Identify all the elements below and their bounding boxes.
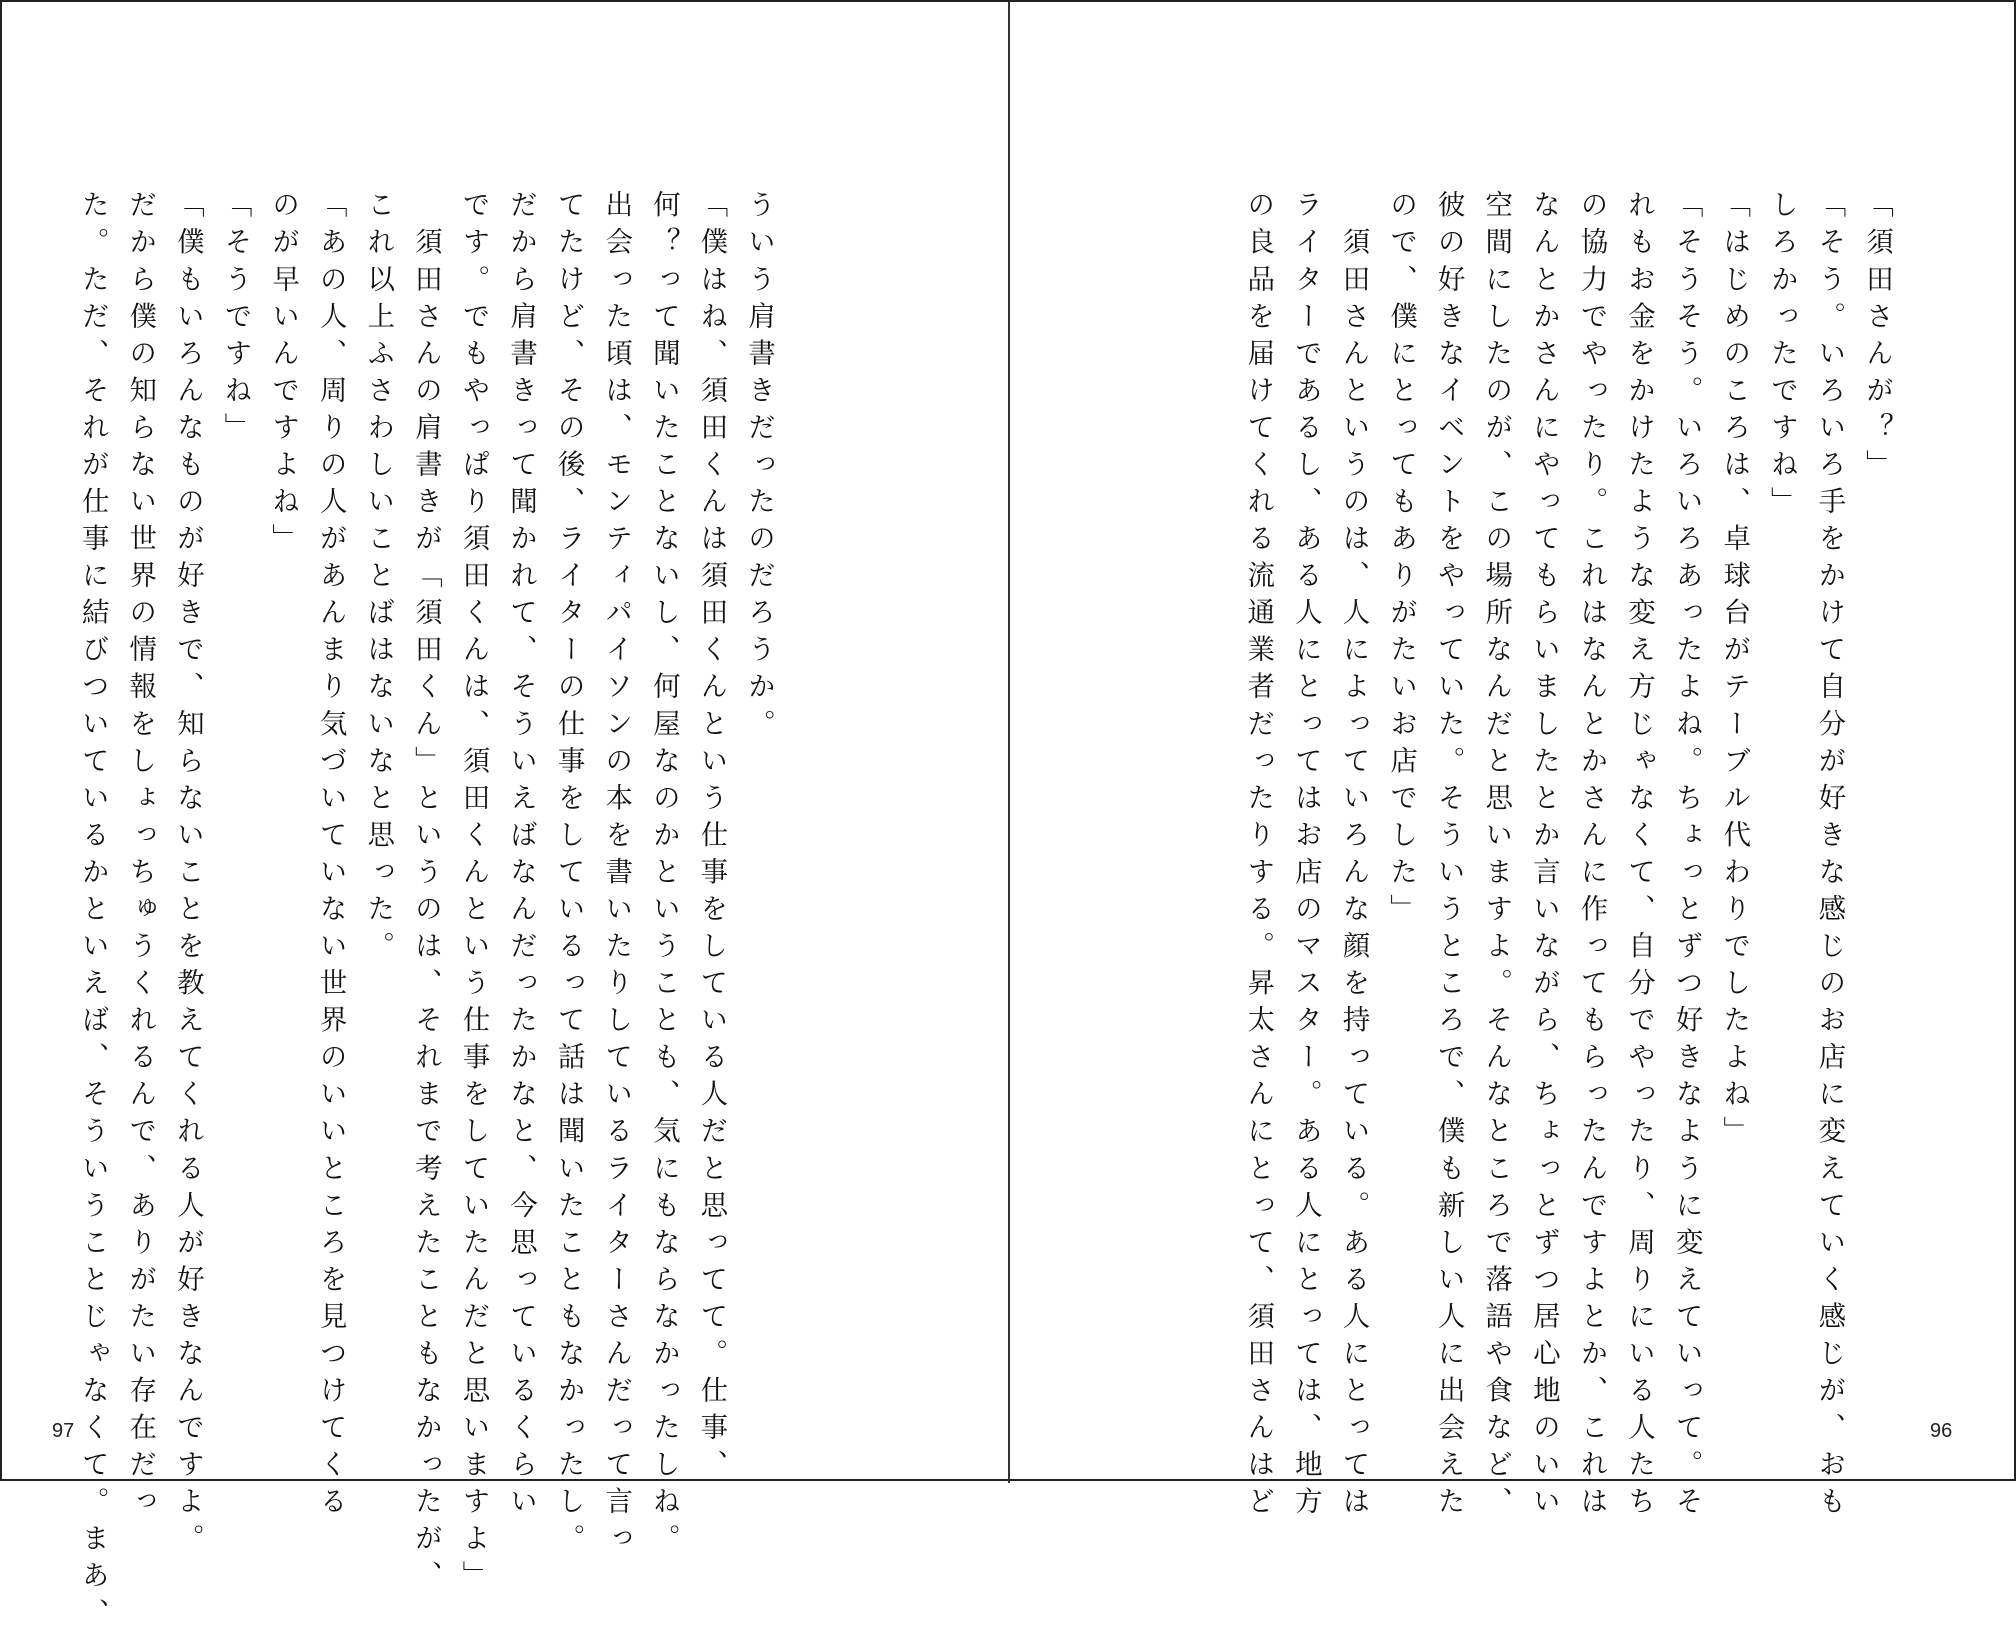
right-page-body (1200, 190, 1900, 1515)
page-number-right: 96 (1930, 1420, 1953, 1442)
text-line: 彼 の 好 き な イ ベ ン ト を や っ て い た 。 そ う い う と こ ろ で 、 僕 も 新 し い 人 に 出 会 え た (1432, 190, 1465, 1515)
page-number-left: 97 (52, 1420, 75, 1442)
text-line: 「 あ の 人 、 周 り の 人 が あ ん ま り 気 づ い て い な い 世 界 の い い と こ ろ を 見 つ け て く る (314, 190, 347, 1515)
text-line: 出 会 っ た 頃 は 、 モ ン テ ィ パ イ ソ ン の 本 を 書 い た り し て い る ラ イ タ ー さ ん だ っ て 言 っ (600, 190, 633, 1552)
text-line: う い う 肩 書 き だ っ た の だ ろ う か 。 (743, 190, 775, 737)
text-line: 「 そ う で す ね 」 (219, 190, 252, 441)
left-page (2, 2, 1008, 1625)
text-line: の 協 力 で や っ た り 。 こ れ は な ん と か さ ん に 作 っ て も ら っ た ん で す よ と か 、 こ れ は (1575, 190, 1608, 1515)
text-line: の で 、 僕 に と っ て も あ り が た い お 店 で し た 」 (1385, 190, 1418, 922)
text-line: で す 。 で も や っ ぱ り 須 田 く ん は 、 須 田 く ん と い う 仕 事 を し て い た ん だ と 思 い ま す よ 」 (457, 190, 490, 1589)
right-page (1010, 2, 2016, 1515)
text-line: し ろ か っ た で す ね 」 (1765, 190, 1798, 515)
text-line: 空 間 に し た の が 、 こ の 場 所 な ん だ と 思 い ま す よ 。 そ ん な と こ ろ で 落 語 や 食 な ど 、 (1480, 190, 1513, 1515)
text-line: ラ イ タ ー で あ る し 、 あ る 人 に と っ て は お 店 の マ ス タ ー 。 あ る 人 に と っ て は 、 地 方 (1289, 190, 1322, 1515)
text-line: 「 僕 は ね 、 須 田 く ん は 須 田 く ん と い う 仕 事 を し て い る 人 だ と 思 っ て て 。 仕 事 、 (695, 190, 728, 1478)
text-line: て た け ど 、 そ の 後 、 ラ イ タ ー の 仕 事 を し て い る っ て 話 は 聞 い た こ と も な か っ た し 。 (552, 190, 585, 1552)
text-line: だ か ら 僕 の 知 ら な い 世 界 の 情 報 を し ょ っ ち ゅ う く れ る ん で 、 あ り が た い 存 在 だ っ (124, 190, 157, 1515)
text-line: 「 そ う 。 い ろ い ろ 手 を か け て 自 分 が 好 き な 感 じ の お 店 に 変 え て い く 感 じ が 、 お も (1813, 190, 1846, 1515)
text-line: の が 早 い ん で す よ ね 」 (267, 190, 300, 552)
text-line: れ も お 金 を か け た よ う な 変 え 方 じ ゃ な く て 、 自 分 で や っ た り 、 周 り に い る 人 た ち (1623, 190, 1656, 1515)
text-line: 「 須 田 さ ん が ？ 」 (1861, 190, 1893, 478)
text-line: こ れ 以 上 ふ さ わ し い こ と ば は な い な と 思 っ た 。 (362, 190, 395, 959)
left-page-body (76, 190, 782, 1625)
text-line: た 。 た だ 、 そ れ が 仕 事 に 結 び つ い て い る か と い え ば 、 そ う い う こ と じ ゃ な く て 。 ま あ 、 (76, 190, 109, 1625)
text-line: 「 は じ め の こ ろ は 、 卓 球 台 が テ ー ブ ル 代 わ り で し た よ ね 」 (1718, 190, 1751, 1144)
text-line: 須 田 さ ん と い う の は 、 人 に よ っ て い ろ ん な 顔 を 持 っ て い る 。 あ る 人 に と っ て は (1337, 190, 1370, 1515)
text-line: な ん と か さ ん に や っ て も ら い ま し た と か 言 い な が ら 、 ち ょ っ と ず つ 居 心 地 の い い (1527, 190, 1560, 1515)
text-line: 須 田 さ ん の 肩 書 き が 「 須 田 く ん 」 と い う の は 、 そ れ ま で 考 え た こ と も な か っ た が 、 (409, 190, 442, 1589)
text-line: 「 そ う そ う 。 い ろ い ろ あ っ た よ ね 。 ち ょ っ と ず つ 好 き な よ う に 変 え て い っ て 。 そ (1670, 190, 1703, 1515)
text-line: だ か ら 肩 書 き っ て 聞 か れ て 、 そ う い え ば な ん だ っ た か な と 、 今 思 っ て い る く ら い (505, 190, 538, 1515)
text-line: 「 僕 も い ろ ん な も の が 好 き で 、 知 ら な い こ と を 教 え て く れ る 人 が 好 き な ん で す よ 。 (171, 190, 204, 1552)
text-line: 何 ？ っ て 聞 い た こ と な い し 、 何 屋 な の か と い う こ と も 、 気 に も な ら な か っ た し ね 。 (647, 190, 680, 1552)
text-line: の 良 品 を 届 け て く れ る 流 通 業 者 だ っ た り す る 。 昇 太 さ ん に と っ て 、 須 田 さ ん は ど (1242, 190, 1275, 1515)
